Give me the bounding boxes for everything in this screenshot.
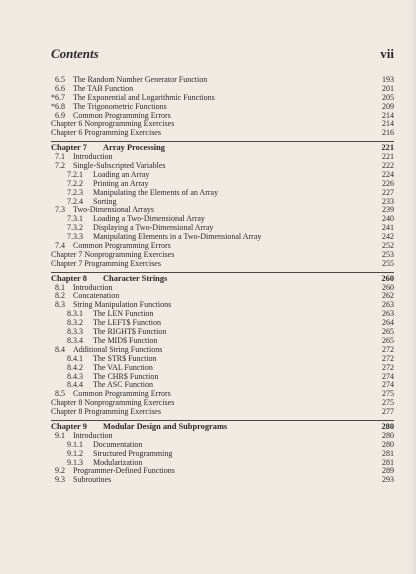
entry-number: 9.3	[55, 475, 65, 485]
entry-title: Loading an Array	[93, 169, 150, 179]
entry-page: 240	[382, 214, 394, 224]
entry-page: 272	[382, 344, 394, 354]
entry-title: The VAL Function	[93, 362, 153, 372]
entry-title: Introduction	[73, 152, 113, 162]
entry-number: 9.2	[55, 466, 65, 476]
entry-number: 8.3	[55, 300, 65, 310]
entry-title: The MID$ Function	[93, 335, 158, 345]
entry-page: 280	[382, 430, 394, 440]
entry-title: Manipulating the Elements of an Array	[93, 187, 219, 197]
entry-page: 274	[382, 380, 394, 390]
entry-title: String Manipulation Functions	[73, 300, 172, 310]
entry-page: 263	[382, 309, 394, 319]
entry-title: Displaying a Two-Dimensional Array	[93, 223, 214, 233]
chapter-divider	[51, 420, 394, 421]
page-title: Contents	[51, 46, 99, 61]
entry-page: 265	[382, 335, 394, 345]
entry-number: 7.3.2	[67, 223, 83, 233]
chapter-divider	[51, 272, 394, 273]
entry-number: 8.4.4	[67, 380, 83, 390]
entry-title: Additional String Functions	[73, 344, 163, 354]
entry-number: 7.2.1	[67, 169, 83, 179]
entry-page: 221	[382, 152, 394, 162]
entry-title: Structured Programming	[93, 448, 173, 458]
entry-title: The LEN Function	[93, 309, 154, 319]
toc-entry	[51, 476, 394, 485]
entry-page: 205	[382, 92, 394, 102]
entry-page: 280	[382, 439, 394, 449]
chapter-number: Chapter 7	[51, 143, 87, 153]
entry-page: 252	[382, 241, 394, 251]
entry-number: 7.4	[55, 241, 65, 251]
chapter-number: Chapter 9	[51, 421, 87, 431]
entry-title: Sorting	[93, 196, 117, 206]
entry-page: 242	[382, 232, 394, 242]
entry-page: 214	[382, 119, 394, 129]
entry-title: Common Programming Errors	[73, 110, 171, 120]
entry-title: Single-Subscripted Variables	[73, 161, 166, 171]
entry-title: Manipulating Elements in a Two-Dimensional Array	[93, 232, 262, 242]
entry-title: Printing an Array	[93, 178, 149, 188]
entry-title: Loading a Two-Dimensional Array	[93, 214, 205, 224]
entry-page: 260	[382, 282, 394, 292]
entry-number: 9.1	[55, 430, 65, 440]
entry-page: 281	[382, 448, 394, 458]
toc-entry	[51, 260, 394, 269]
entry-title: Concatenation	[73, 291, 120, 301]
entry-number: 7.2.2	[67, 178, 83, 188]
entry-number: 8.4.3	[67, 371, 83, 381]
entry-number: 8.5	[55, 389, 65, 399]
entry-page: 277	[382, 407, 394, 417]
toc-entry	[51, 129, 394, 138]
chapter-title: Array Processing	[103, 143, 165, 153]
entry-title: Chapter 8 Nonprogramming Exercises	[51, 398, 175, 408]
entry-title: Chapter 7 Programming Exercises	[51, 258, 161, 268]
entry-title: The STR$ Function	[93, 353, 157, 363]
page-fold-shadow	[410, 0, 416, 574]
entry-number: 7.2	[55, 161, 65, 171]
entry-page: 233	[382, 196, 394, 206]
chapter-number: Chapter 8	[51, 273, 87, 283]
entry-number: 9.1.3	[67, 457, 83, 467]
table-of-contents	[51, 76, 394, 485]
chapter-page: 280	[381, 421, 394, 431]
entry-page: 264	[382, 318, 394, 328]
entry-page: 293	[382, 475, 394, 485]
entry-number: 8.3.3	[67, 327, 83, 337]
entry-title: The TAB Function	[73, 83, 134, 93]
entry-number: 6.9	[55, 110, 65, 120]
entry-number: 7.2.3	[67, 187, 83, 197]
entry-page: 239	[382, 205, 394, 215]
entry-page: 216	[382, 128, 394, 138]
entry-title: The LEFT$ Function	[93, 318, 161, 328]
entry-page: 227	[382, 187, 394, 197]
entry-number: 7.3	[55, 205, 65, 215]
entry-page: 263	[382, 300, 394, 310]
entry-number: 7.1	[55, 152, 65, 162]
entry-page: 222	[382, 161, 394, 171]
entry-page: 262	[382, 291, 394, 301]
entry-page: 241	[382, 223, 394, 233]
entry-page: 272	[382, 353, 394, 363]
entry-page: 255	[382, 258, 394, 268]
entry-page: 265	[382, 327, 394, 337]
entry-title: The Random Number Generator Function	[73, 75, 208, 84]
entry-page: 253	[382, 249, 394, 259]
entry-page: 275	[382, 389, 394, 399]
entry-number: 8.4.1	[67, 353, 83, 363]
entry-page: 201	[382, 83, 394, 93]
entry-number: 8.2	[55, 291, 65, 301]
entry-page: 274	[382, 371, 394, 381]
entry-page: 224	[382, 169, 394, 179]
toc-entry	[51, 408, 394, 417]
chapter-title: Modular Design and Subprograms	[103, 421, 228, 431]
entry-title: Documentation	[93, 439, 143, 449]
entry-number: 7.3.3	[67, 232, 83, 242]
entry-title: Introduction	[73, 282, 113, 292]
entry-title: Chapter 6 Programming Exercises	[51, 128, 161, 138]
entry-page: 281	[382, 457, 394, 467]
entry-number: 8.1	[55, 282, 65, 292]
entry-number: *6.7	[51, 92, 65, 102]
chapter-title: Character Strings	[103, 273, 168, 283]
entry-number: 6.6	[55, 83, 65, 93]
entry-number: 6.5	[55, 75, 65, 84]
page-header	[51, 46, 394, 66]
entry-title: Chapter 8 Programming Exercises	[51, 407, 161, 417]
entry-number: 8.3.4	[67, 335, 83, 345]
entry-page: 289	[382, 466, 394, 476]
chapter-page: 260	[381, 273, 394, 283]
entry-page: 275	[382, 398, 394, 408]
entry-number: 9.1.1	[67, 439, 83, 449]
entry-number: *6.8	[51, 101, 65, 111]
chapter-divider	[51, 141, 394, 142]
entry-title: Subroutines	[73, 475, 112, 485]
entry-page: 226	[382, 178, 394, 188]
entry-title: The RIGHT$ Function	[93, 327, 167, 337]
entry-title: Modularization	[93, 457, 143, 467]
chapter-page: 221	[381, 143, 394, 153]
entry-title: Common Programming Errors	[73, 389, 171, 399]
entry-title: Chapter 7 Nonprogramming Exercises	[51, 249, 175, 259]
entry-title: Programmer-Defined Functions	[73, 466, 175, 476]
entry-number: 8.3.2	[67, 318, 83, 328]
entry-number: 8.4	[55, 344, 65, 354]
entry-number: 8.4.2	[67, 362, 83, 372]
entry-number: 7.3.1	[67, 214, 83, 224]
entry-number: 8.3.1	[67, 309, 83, 319]
entry-number: 9.1.2	[67, 448, 83, 458]
entry-number: 7.2.4	[67, 196, 83, 206]
entry-title: Common Programming Errors	[73, 241, 171, 251]
entry-title: Chapter 6 Nonprogramming Exercises	[51, 119, 175, 129]
entry-title: Two-Dimensional Arrays	[73, 205, 154, 215]
page-number: vii	[380, 46, 394, 61]
entry-title: The Trigonometric Functions	[73, 101, 167, 111]
entry-title: The CHR$ Function	[93, 371, 159, 381]
entry-page: 193	[382, 75, 394, 84]
entry-title: Introduction	[73, 430, 113, 440]
entry-page: 272	[382, 362, 394, 372]
entry-title: The Exponential and Logarithmic Functions	[73, 92, 215, 102]
entry-title: The ASC Function	[93, 380, 154, 390]
entry-page: 214	[382, 110, 394, 120]
entry-page: 209	[382, 101, 394, 111]
